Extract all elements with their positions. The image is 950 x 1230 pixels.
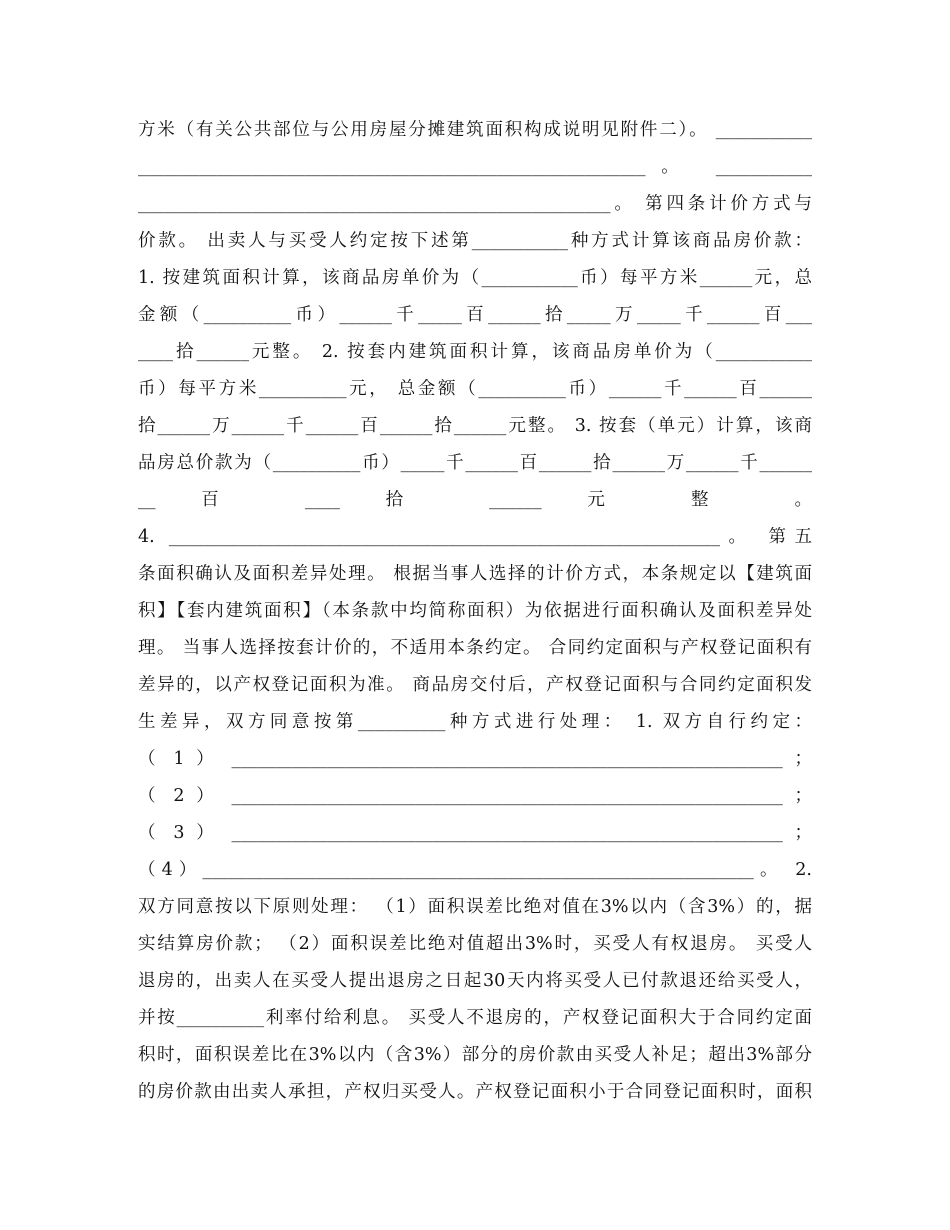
document-line: 金额（__________币）______千_____百______拾_____万_____千______百___	[138, 305, 812, 325]
document-line: 币）每平方米__________元， 总金额（__________币）______千______百______	[138, 379, 812, 399]
document-line: 双方同意按以下原则处理： （1）面积误差比绝对值在3%以内（含3%）的，据	[138, 897, 812, 917]
document-line: 退房的，出卖人在买受人提出退房之日起30天内将买受人已付款退还给买受人，	[138, 971, 812, 991]
document-line: ______________________________________________________。 第四条计价方式与	[138, 194, 812, 214]
document-line: 方米（有关公共部位与公用房屋分摊建筑面积构成说明见附件二）。 ___________	[138, 120, 812, 140]
document-line: 拾______万______千______百______拾______元整。 3. 按套（单元）计算，该商	[138, 416, 812, 436]
document-line: 实结算房价款； （2）面积误差比绝对值超出3%时，买受人有权退房。 买受人	[138, 934, 812, 954]
document-line: 差异的，以产权登记面积为准。 商品房交付后，产权登记面积与合同约定面积发	[138, 675, 812, 695]
document-line: ____拾______元整。 2. 按套内建筑面积计算，该商品房单价为（___________	[138, 342, 812, 362]
document-line: 价款。 出卖人与买受人约定按下述第___________种方式计算该商品房价款：	[138, 231, 812, 251]
document-line: __________________________________________________________。 ___________	[138, 157, 812, 177]
document-line: （ 1 ） _______________________________________________________________ ；	[138, 749, 812, 769]
document-line: （ 2 ） _______________________________________________________________ ；	[138, 786, 812, 806]
document-line: （4）_______________________________________________________________。 2.	[138, 860, 812, 880]
document-line: 生差异，双方同意按第__________种方式进行处理： 1. 双方自行约定：	[138, 712, 812, 732]
document-line: 理。 当事人选择按套计价的，不适用本条约定。 合同约定面积与产权登记面积有	[138, 638, 812, 658]
document-line: 1. 按建筑面积计算，该商品房单价为（___________币）每平方米______元，总	[138, 268, 812, 288]
document-line: 的房价款由出卖人承担，产权归买受人。产权登记面积小于合同登记面积时，面积	[138, 1082, 812, 1102]
document-line: 4. _______________________________________________________________。 第五	[138, 527, 812, 547]
document-line: 条面积确认及面积差异处理。 根据当事人选择的计价方式，本条规定以【建筑面	[138, 564, 812, 584]
document-line: 并按__________利率付给利息。 买受人不退房的，产权登记面积大于合同约定面	[138, 1008, 812, 1028]
document-line: __ 百 ____ 拾 ______ 元 整 。	[138, 490, 812, 510]
document-line: （ 3 ） _______________________________________________________________ ；	[138, 823, 812, 843]
document-line: 积】【套内建筑面积】（本条款中均简称面积）为依据进行面积确认及面积差异处	[138, 601, 812, 621]
document-line: 积时，面积误差比在3%以内（含3%）部分的房价款由买受人补足；超出3%部分	[138, 1045, 812, 1065]
document-line: 品房总价款为（__________币）_____千______百______拾______万______千______	[138, 453, 812, 473]
